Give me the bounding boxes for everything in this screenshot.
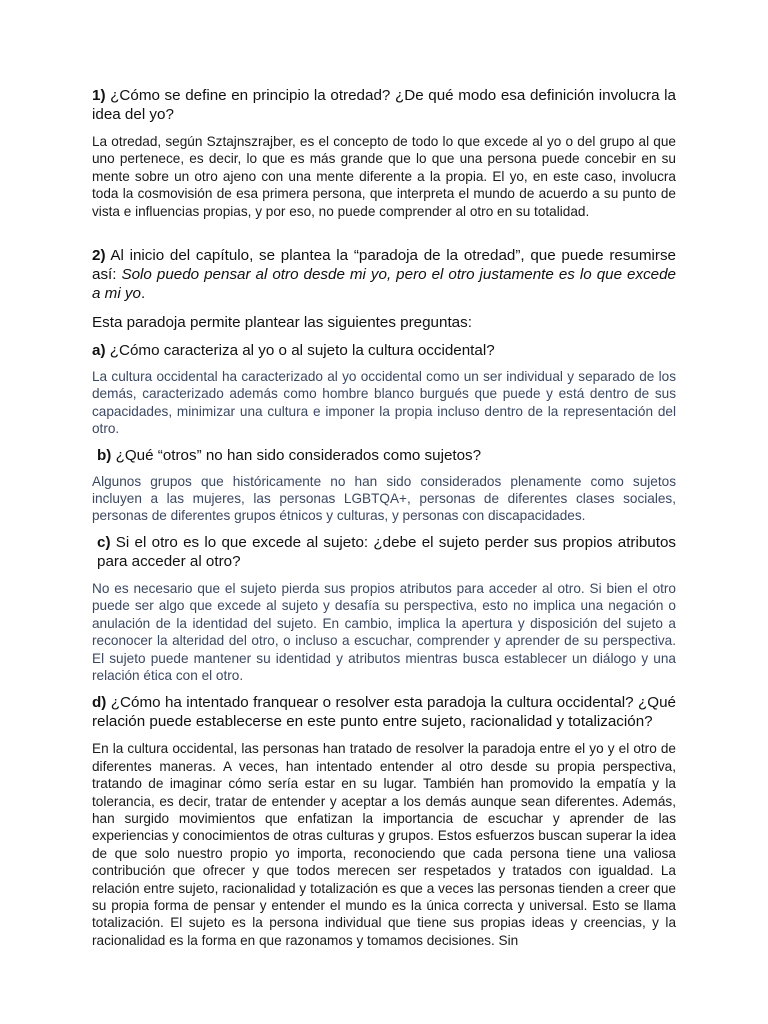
question-2-number: 2) xyxy=(92,247,106,265)
question-b-letter: b) xyxy=(97,446,112,464)
question-b-text: ¿Qué “otros” no han sido considerados como sujetos? xyxy=(111,446,482,464)
question-2-paradox: Solo puedo pensar al otro desde mi yo, pero el otro justamente es lo que excede a mi yo xyxy=(92,266,677,303)
question-d-text: ¿Cómo ha intentado franquear o resolver esta paradoja la cultura occidental? ¿Qué relación puede establecerse en este punto entre sujeto, racionalidad y totalización? xyxy=(92,694,676,731)
question-c xyxy=(92,533,676,571)
question-a-letter: a) xyxy=(92,342,106,360)
question-2 xyxy=(92,246,676,303)
answer-a: La cultura occidental ha caracterizado al yo occidental como un ser individual y separado de los demás, caracterizado además como hombre blanco burgués que puede y está dentro de sus capacidades, minimizar una cultura e imponer la propia incluso dentro de la representación del otro. xyxy=(92,369,676,437)
question-1 xyxy=(92,86,676,124)
question-b xyxy=(92,446,676,465)
question-d xyxy=(92,693,676,731)
question-1-number: 1) xyxy=(92,87,106,104)
answer-c: No es necesario que el sujeto pierda sus propios atributos para acceder al otro. Si bien el otro puede ser algo que excede al sujeto y desafía su perspectiva, esto no implica una negación o anulación de la identidad del sujeto. En cambio, implica la apertura y disposición del sujeto a reconocer la alteridad del otro, o incluso a escuchar, comprender y aprender de su perspectiva. El sujeto puede mantener su identidad y atributos mientras busca establecer un diálogo y una relación ética con el otro. xyxy=(92,580,676,683)
document-page xyxy=(92,86,676,949)
question-c-text: Si el otro es lo que excede al sujeto: ¿debe el sujeto perder sus propios atributos para acceder al otro? xyxy=(97,533,676,570)
answer-1: La otredad, según Sztajnszrajber, es el concepto de todo lo que excede al yo o del grupo al que uno pertenece, es decir, lo que es más grande que lo que una persona puede concebir en su mente sobre un otro ajeno con una mente diferente a la propia. El yo, en este caso, involucra toda la cosmovisión de esa primera persona, que interpreta el mundo de acuerdo a su punto de vista e influencias propias, y por eso, no puede comprender al otro en su totalidad. xyxy=(92,134,676,219)
question-2-intro: Esta paradoja permite plantear las siguientes preguntas: xyxy=(92,314,472,332)
question-a-text: ¿Cómo caracteriza al yo o al sujeto la cultura occidental? xyxy=(105,342,495,360)
question-d-letter: d) xyxy=(92,694,107,712)
question-2-text: Al inicio del capítulo, se plantea la “paradoja de la otredad”, que puede resumirse así: xyxy=(92,247,676,284)
question-a xyxy=(92,341,676,360)
question-c-letter: c) xyxy=(97,533,111,551)
answer-d: En la cultura occidental, las personas han tratado de resolver la paradoja entre el yo y el otro de diferentes maneras. A veces, han intentado entender al otro desde su propia perspectiva, tratando de imaginar cómo sería estar en su lugar. También han promovido la empatía y la tolerancia, es decir, tratar de entender y aceptar a los demás aunque sean diferentes. Además, han surgido movimientos que enfatizan la importancia de escuchar y aprender de las experiencias y conocimientos de otras culturas y grupos. Estos esfuerzos buscan superar la idea de que solo nuestro propio yo importa, reconociendo que cada persona tiene una valiosa contribución que ofrecer y que todos merecen ser respetados y tratados con igualdad. La relación entre sujeto, racionalidad y totalización es que a veces las personas tienden a creer que su propia forma de pensar y entender el mundo es la única correcta y universal. Esto se llama totalización. El sujeto es la persona individual que tiene sus propias ideas y creencias, y la racionalidad es la forma en que razonamos y tomamos decisiones. Sin xyxy=(92,741,676,948)
answer-b: Algunos grupos que históricamente no han sido considerados plenamente como sujetos incluyen a las mujeres, las personas LGBTQA+, personas de diferentes clases sociales, personas de diferentes grupos étnicos y culturas, y personas con discapacidades. xyxy=(92,473,676,524)
question-1-text: ¿Cómo se define en principio la otredad? ¿De qué modo esa definición involucra la idea del yo? xyxy=(92,87,676,123)
question-2-end: . xyxy=(140,285,146,303)
